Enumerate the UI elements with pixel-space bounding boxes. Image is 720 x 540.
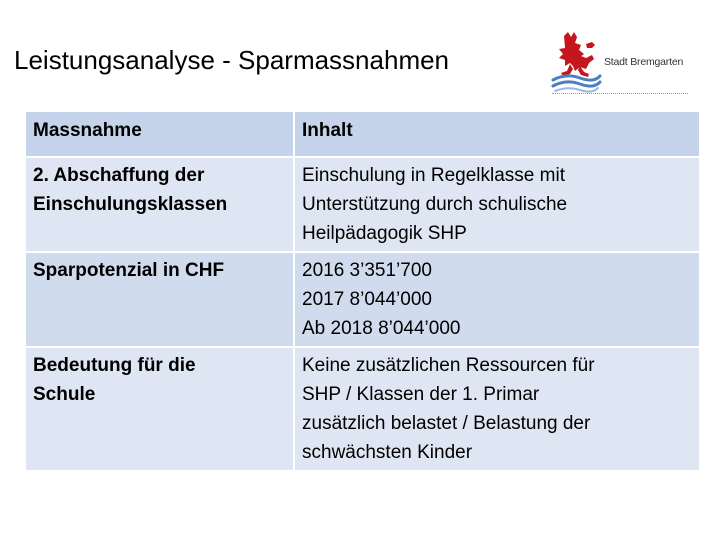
bremgarten-lion-emblem-icon (550, 30, 602, 94)
logo-divider (552, 93, 688, 94)
row-label: Bedeutung für die Schule (26, 346, 295, 470)
row-content: Einschulung in Regelklasse mit Unterstützung durch schulische Heilpädagogik SHP (295, 156, 699, 251)
city-logo (550, 30, 690, 96)
table-row (26, 346, 699, 470)
header-massnahme: Massnahme (26, 110, 295, 156)
row-content: Keine zusätzlichen Ressourcen für SHP / Klassen der 1. Primar zusätzlich belastet / Belastung der schwächsten Kinder (295, 346, 699, 470)
row-content: 2016 3’351’700 2017 8’044’000 Ab 2018 8’044’000 (295, 251, 699, 346)
header-inhalt: Inhalt (295, 110, 699, 156)
measure-table (26, 110, 699, 470)
city-name: Stadt Bremgarten (604, 56, 684, 68)
row-label: Sparpotenzial in CHF (26, 251, 295, 346)
row-label: 2. Abschaffung der Einschulungsklassen (26, 156, 295, 251)
table-row (26, 251, 699, 346)
table-row (26, 156, 699, 251)
table-header-row (26, 110, 699, 156)
page-title: Leistungsanalyse - Sparmassnahmen (14, 45, 450, 75)
